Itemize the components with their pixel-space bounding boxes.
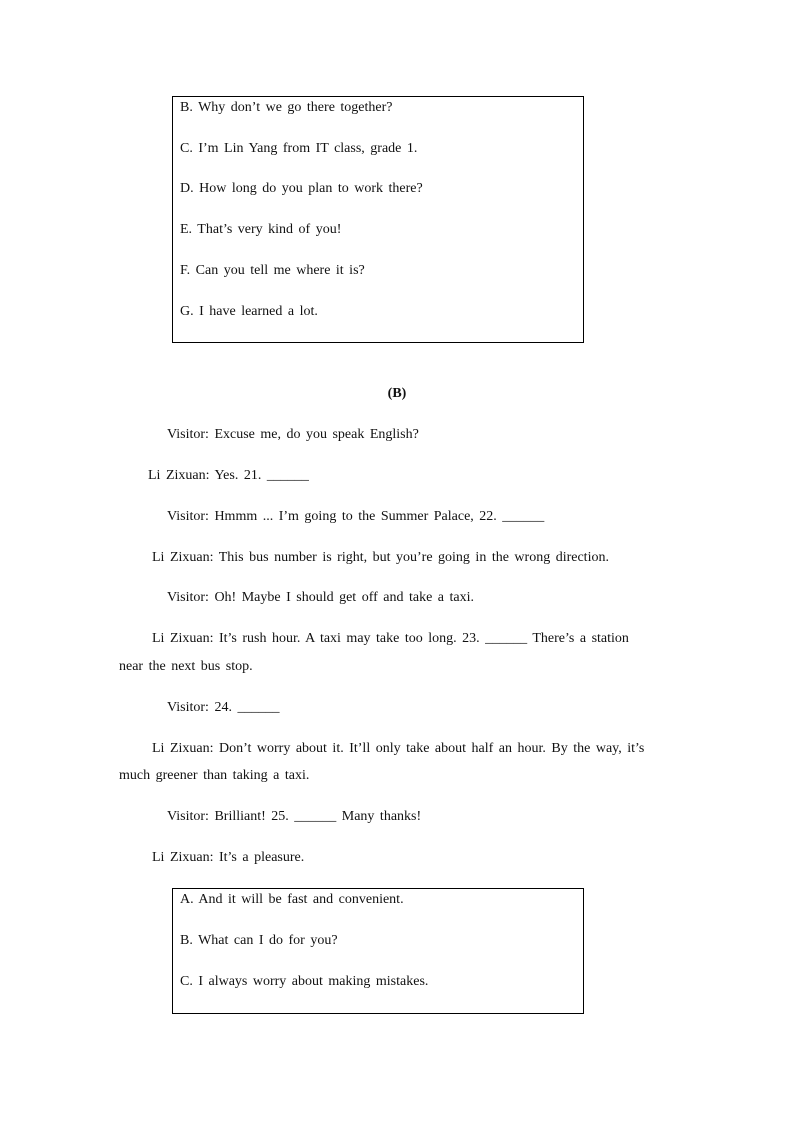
options-box-b <box>172 888 584 1014</box>
dialogue-line-8: Li Zixuan: Don’t worry about it. It’ll only take about half an hour. By the way, it’s <box>152 741 645 756</box>
section-heading: (B) <box>387 386 407 401</box>
dialogue-line-4: Li Zixuan: This bus number is right, but you’re going in the wrong direction. <box>152 550 609 565</box>
dialogue-line-6: Li Zixuan: It’s rush hour. A taxi may take too long. 23. ______ There’s a station <box>152 631 629 646</box>
dialogue-line-8-cont: much greener than taking a taxi. <box>119 768 310 783</box>
option-g: G. I have learned a lot. <box>180 304 318 319</box>
option-e: E. That’s very kind of you! <box>180 222 342 237</box>
dialogue-line-5: Visitor: Oh! Maybe I should get off and take a taxi. <box>167 590 474 605</box>
option-c: C. I always worry about making mistakes. <box>180 974 429 989</box>
option-d: D. How long do you plan to work there? <box>180 181 423 196</box>
dialogue-line-7: Visitor: 24. ______ <box>167 700 280 715</box>
dialogue-line-2: Li Zixuan: Yes. 21. ______ <box>148 468 309 483</box>
option-a: A. And it will be fast and convenient. <box>180 892 404 907</box>
dialogue-line-3: Visitor: Hmmm ... I’m going to the Summer Palace, 22. ______ <box>167 509 545 524</box>
dialogue-line-9: Visitor: Brilliant! 25. ______ Many thanks! <box>167 809 422 824</box>
option-f: F. Can you tell me where it is? <box>180 263 365 278</box>
dialogue-line-6-cont: near the next bus stop. <box>119 659 253 674</box>
options-box-a <box>172 96 584 343</box>
dialogue-line-10: Li Zixuan: It’s a pleasure. <box>152 850 305 865</box>
option-b: B. Why don’t we go there together? <box>180 100 393 115</box>
dialogue-line-1: Visitor: Excuse me, do you speak English? <box>167 427 419 442</box>
option-b: B. What can I do for you? <box>180 933 338 948</box>
option-c: C. I’m Lin Yang from IT class, grade 1. <box>180 141 418 156</box>
